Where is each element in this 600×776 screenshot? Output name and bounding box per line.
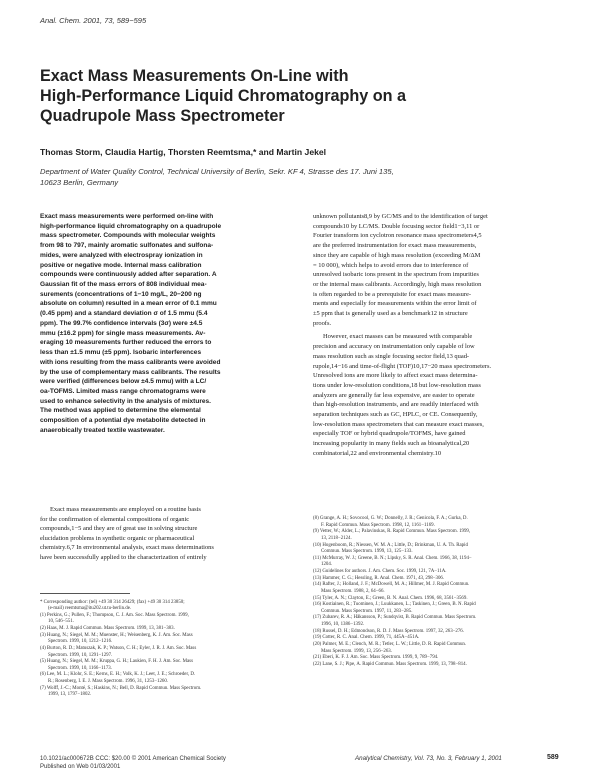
body-line: low-resolution mass spectrometers that can measure exact masses,	[313, 420, 484, 428]
title-line: Exact Mass Measurements On-Line with	[40, 67, 349, 85]
abstract-line: ppm). The 99.7% confidence intervals (3σ) were ±4.5	[40, 319, 203, 327]
footnote-line: (5) Huang, N.; Siegel, M. M.; Kruppa, G. H.; Laukien, F. H. J. Am. Soc. Mass	[40, 659, 193, 665]
footnote-line: (19) Cotter, R. C. Anal. Chem. 1999, 71, 445A−451A.	[313, 635, 420, 641]
author-list: Thomas Storm, Claudia Hartig, Thorsten Reemtsma,* and Martin Jekel	[40, 147, 327, 157]
body-line: ments and especially for measurements within the error limit of	[313, 300, 477, 308]
body-line: = 10 000), which helps to avoid errors due to interference of	[313, 261, 469, 269]
article-title	[40, 66, 520, 126]
right-column-text	[313, 212, 568, 459]
abstract-line: positive or negative mode. Internal mass calibration	[40, 261, 202, 269]
body-line: especially TOF or hybrid quadrupole/TOFMS, have gained	[313, 430, 466, 438]
footnote-line: (9) Vetter, W.; Alder, L.; Palavinskas, R. Rapid Commun. Mass Spectrom. 1999,	[313, 529, 471, 535]
body-line: have been successfully applied to the characterization of entirely	[40, 553, 207, 561]
footnote-line: (18) Russel, D. H.; Edmondson, R. D. J. Mass Spectrom. 1997, 32, 263−276.	[313, 628, 464, 634]
footnote-line: (10) Hogenboom, R.; Niessen, W. M. A.; Little, D.; Brinkman, U. A. Th. Rapid	[313, 542, 468, 548]
introduction-text	[40, 505, 295, 563]
footnote-line: (7) Wolff, J.-C.; Monté, S.; Haskins, N.; Bell, D. Rapid Commun. Mass Spectrom.	[40, 685, 202, 691]
footnote-line: 1999, 13, 1797−1802.	[48, 692, 92, 698]
body-line: for the confirmation of elemental compositions of organic	[40, 515, 190, 523]
abstract-line: absolute on column) resulted in a mean error of 0.1 mmu	[40, 300, 217, 308]
body-line: are the preferred instrumentation for exact mass measurements,	[313, 242, 477, 250]
footnote-line: Commun. Mass Spectrom. 1997, 11, 283−285.	[321, 608, 413, 614]
footnote-line: (8) Grange, A. H.; Sovocool, G. W.; Donnelly, J. R.; Genicola, F. A.; Gurka, D.	[313, 516, 468, 521]
footnote-line: Commun. Mass Spectrom. 1999, 13, 125−133.	[321, 549, 413, 555]
footnote-line: (22) Lane, S. J.; Pipe, A. Rapid Commun. Mass Spectrom. 1999, 13, 798−814.	[313, 661, 467, 667]
footnote-line: (15) Tyler, A. N.; Clayton, E.; Green, B. N. Anal. Chem. 1996, 68, 3561−3569.	[313, 595, 468, 601]
abstract-line: oa-TOFMS. Limited mass range chromatograms were	[40, 387, 206, 395]
abstract-line: anaerobically treated textile wastewater.	[40, 426, 165, 434]
title-line: High-Performance Liquid Chromatography on a	[40, 87, 407, 105]
footnote-line: (2) Haas, M. J. Rapid Commun. Mass Spectrom. 1999, 13, 381−383.	[40, 626, 175, 632]
body-line: unresolved isobaric ions present in the spectrum from impurities	[313, 271, 479, 279]
footnote-line: (21) Eberi, K. F. J. Am. Soc. Mass Spectrom. 1999, 9, 789−794.	[313, 655, 439, 661]
footnote-line: (4) Burton, R. D.; Matuszak, K. P.; Watson, C. H.; Eyler, J. R. J. Am. Soc. Mass	[40, 645, 197, 651]
footnote-line: (13) Hammer, C. G.; Hessling, R. Anal. Chem. 1971, 43, 298−306.	[313, 575, 445, 581]
footnote-line: (6) Lee, M. L.; Klohr, S. E.; Kerns, E. H.; Volk, K. J.; Leet, J. E.; Schroeder, D.	[40, 672, 196, 678]
abstract-line: mass spectrometer. Compounds with molecular weights	[40, 232, 216, 240]
affiliation-line: Department of Water Quality Control, Technical University of Berlin, Sekr. KF 4, Strasse des 17. Juni 135,	[40, 167, 394, 176]
affiliation	[40, 166, 440, 188]
journal-reference: Anal. Chem. 2001, 73, 589−595	[40, 16, 147, 25]
body-line: combinatorial,22 and environmental chemistry.10	[313, 449, 442, 457]
footnote-line: (16) Kostiainen, R.; Tuominen, J.; Luukkanen, L.; Taskinen, J.; Green, B. N. Rapid	[313, 602, 476, 608]
abstract	[40, 212, 295, 436]
footnote-line: Mass Spectrom. 1988, 2, 64−66.	[321, 588, 385, 594]
body-line: mass resolution such as single focusing sector field,13 quad-	[313, 352, 470, 360]
footer-journal: Analytical Chemistry, Vol. 73, No. 3, February 1, 2001	[355, 755, 502, 762]
body-line: compounds10 by LC/MS. Double focusing sector field1−3,11 or	[313, 222, 480, 230]
left-footnotes	[40, 593, 295, 699]
footnote-line: (12) Guidelines for authors. J. Am. Chem. Soc. 1999, 121, 7A−11A.	[313, 569, 447, 574]
body-line: tions under low-resolution conditions,18 but low-resolution mass	[313, 381, 481, 389]
footnote-line: (3) Huang, N.; Siegel, M. M.; Muenster, H.; Weisenberg, K. J. Am. Soc. Mass	[40, 632, 193, 638]
abstract-line: composition of a potential dye metabolite detected in	[40, 417, 206, 425]
abstract-line: with ions resulting from the mass calibrants were avoided	[40, 358, 221, 366]
abstract-line: eraging 10 measurements further reduced the errors to	[40, 339, 212, 347]
reference-list	[313, 516, 568, 668]
body-line: ±5 ppm that is generally used as a benchmark12 in structure	[313, 310, 468, 318]
affiliation-line: 10623 Berlin, Germany	[40, 178, 119, 187]
abstract-line: surements (concentrations of 1−10 mg/L, 20−200 ng	[40, 290, 202, 298]
abstract-line: mmu (±16.2 ppm) for single mass measurements. Av-	[40, 329, 206, 337]
footnote-rule	[40, 593, 130, 594]
body-line: Unresolved ions are more likely to affect exact mass determina-	[313, 372, 478, 380]
abstract-line: high-performance liquid chromatography on a quadrupole	[40, 222, 222, 230]
footnote-line: (17) Zubarev, R. A.; Håkansson, P.; Sundqvist, B. Rapid Commun. Mass Spectrom.	[313, 615, 477, 621]
right-footnotes	[313, 516, 568, 668]
abstract-line: Gaussian fit of the mass errors of 808 individual mea-	[40, 281, 207, 289]
body-line: since they are capable of high mass resolution (exceeding M/ΔM	[313, 251, 481, 259]
abstract-line: compounds were continuously added after separation. A	[40, 271, 217, 279]
footer-doi	[40, 755, 226, 771]
body-line: proofs.	[313, 319, 332, 327]
title-line: Quadrupole Mass Spectrometer	[40, 107, 285, 125]
abstract-line: from 98 to 797, mainly aromatic sulfonates and sulfona-	[40, 242, 214, 250]
footnote-line: (1) Perkins, G.; Pullen, F.; Thompson, C. J. Am. Soc. Mass Spectrom. 1999,	[40, 612, 189, 618]
abstract-line: were verified (differences below ±4.5 mmu) with a LC/	[40, 378, 207, 386]
footnote-line: Spectrom. 1999, 10, 1212−1216.	[48, 639, 113, 645]
footnote-list	[40, 600, 295, 699]
body-line: However, exact masses can be measured with comparable	[323, 333, 473, 341]
footer-line: Published on Web 01/03/2001	[40, 764, 121, 770]
footer-line: 10.1021/ac000672B CCC: $20.00 © 2001 American Chemical Society	[40, 756, 226, 762]
footnote-line: Spectrom. 1999, 10, 1291−1297.	[48, 652, 113, 658]
body-line: is often regarded to be a prerequisite for exact mass measure-	[313, 290, 472, 298]
body-line: Fourier transform ion cyclotron resonance mass spectrometers4,5	[313, 232, 482, 240]
footnote-line: (20) Palmer, M. E.; Clench, M. R.; Tetler, L. W.; Little, D. R. Rapid Commun.	[313, 641, 467, 647]
page-number: 589	[547, 754, 559, 761]
body-line: increasing popularity in many fields such as bioanalytical,20	[313, 440, 470, 448]
footnote-line: 1996, 10, 1386−1392.	[321, 622, 365, 627]
abstract-line: less than ±1.5 mmu (±5 ppm). Isobaric interferences	[40, 349, 202, 357]
body-line: chemistry.6,7 In environmental analysis, exact mass determinations	[40, 544, 214, 552]
footnote-line: (e-mail) reemtsma@itu202.ut.tu-berlin.de.	[48, 606, 132, 612]
footnote-line: Mass Spectrom. 1999, 13, 256−263.	[321, 648, 392, 654]
body-line: elucidation problems in synthetic organic or pharmaceutical	[40, 534, 195, 542]
footnote-line: R.; Rosenberg, I. E. J. Mass Spectrom. 1996, 31, 1253−1260.	[48, 679, 169, 685]
abstract-line: The method was applied to determine the elemental	[40, 407, 201, 415]
abstract-line: (0.45 ppm) and a standard deviation σ of 1.5 mmu (5.4	[40, 310, 208, 318]
abstract-line: used to enhance selectivity in the analysis of mixtures.	[40, 397, 212, 405]
abstract-line: mides, were analyzed with electrospray ionization in	[40, 251, 203, 259]
body-line: or the internal mass calibrants. Accordingly, high mass resolution	[313, 280, 482, 288]
body-line: than high-resolution instruments, and are readily interfaced with	[313, 401, 479, 409]
abstract-line: Exact mass measurements were performed on-line with	[40, 213, 214, 220]
body-line: Exact mass measurements are employed on a routine basis	[50, 506, 201, 513]
body-line: analyzers are generally far less expensive, are easier to operate	[313, 391, 475, 399]
footnote-line: * Corresponding author: (tel) +49 30 314 26429; (fax) +49 30 314 23850;	[40, 599, 185, 605]
right-paragraph-1	[313, 212, 568, 328]
body-line: precision and accuracy on instrumentation only capable of low	[313, 343, 475, 351]
footnote-line: F. Rapid Commun. Mass Spectrom. 1998, 12, 1161−1169.	[321, 522, 435, 528]
footnote-line: 1204.	[321, 562, 333, 568]
footnote-line: 13, 2118−2124.	[321, 535, 352, 541]
footnote-line: Spectrom. 1999, 10, 1166−1173.	[48, 665, 112, 671]
footnote-line: (14) Rafter, J.; Holland, J. F.; McDowell, M. A.; Hillmer, M. J. Rapid Commun.	[313, 582, 470, 588]
body-line: compounds,1−5 and they are of great use in solving structure	[40, 525, 198, 533]
footnote-line: (11) McMurray, W. J.; Greene, B. N.; Lipsky, S. R. Anal. Chem. 1966, 38, 1194−	[313, 555, 472, 561]
footnote-line: 10, 546−551.	[48, 619, 74, 625]
body-line: separation techniques such as GC, HPLC, or CE. Consequently,	[313, 411, 478, 419]
body-line: unknown pollutants8,9 by GC/MS and to the identification of target	[313, 213, 488, 220]
right-paragraph-2	[313, 332, 568, 458]
body-line: rupole,14−16 and time-of-flight (TOF)10,17−20 mass spectrometers.	[313, 362, 492, 370]
abstract-line: by the use of complementary mass calibrants. The results	[40, 368, 221, 376]
